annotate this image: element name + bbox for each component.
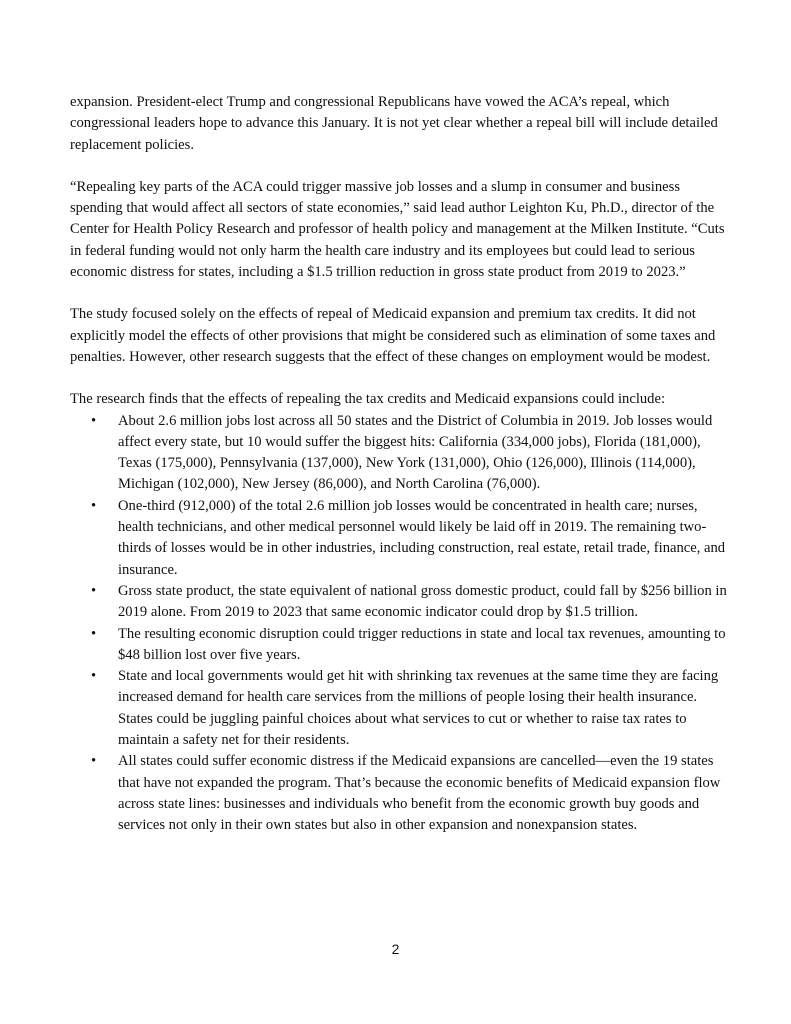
page-number: 2 — [391, 941, 400, 957]
findings-list — [70, 411, 730, 837]
list-item — [91, 751, 730, 836]
paragraph-study-scope: The study focused solely on the effects of repeal of Medicaid expansion and premium tax credits. It did not explicitly model the effects of other provisions that might be considered such as elimination of some taxes and penalties. However, other research suggests that the effect of these changes on employment would be modest. — [70, 306, 716, 365]
paragraph-lead-author-quote: “Repealing key parts of the ACA could trigger massive job losses and a slump in consumer and business spending that would affect all sectors of state economies,” said lead author Leighton Ku, Ph.D., director of the Center for Health Policy Research and professor of health policy and management at the Milken Institute. “Cuts in federal funding would not only harm the health care industry and its employees but could lead to serious economic distress for states, including a $1.5 trillion reduction in gross state product from 2019 to 2023.” — [70, 178, 725, 281]
list-item — [91, 411, 730, 496]
list-item — [91, 624, 730, 667]
bullet-icon: • — [91, 753, 97, 770]
list-item — [91, 496, 730, 581]
list-item — [91, 666, 730, 751]
list-item-text: Gross state product, the state equivalent of national gross domestic product, could fall by $256 billion in 2019 alone. From 2019 to 2023 that same economic indicator could drop by $1.5 trillion. — [118, 582, 727, 621]
list-item-text: State and local governments would get hit with shrinking tax revenues at the same time they are facing increased demand for health care services from the millions of people losing their health insurance. States could be juggling painful choices about what services to cut or whether to raise tax rates to maintain a safety net for their residents. — [118, 668, 719, 749]
bullet-icon: • — [91, 497, 97, 514]
bullet-icon: • — [91, 625, 97, 642]
paragraph-repeal-context: expansion. President-elect Trump and congressional Republicans have vowed the ACA’s repeal, which congressional leaders hope to advance this January. It is not yet clear whether a repeal bill will include detailed replacement policies. — [70, 94, 718, 153]
list-item-text: About 2.6 million jobs lost across all 50 states and the District of Columbia in 2019. Job losses would affect every state, but 10 would suffer the biggest hits: California (334,000 jobs), Florida (181,000), Texas (175,000), Pennsylvania (137,000), New York (131,000), Ohio (126,000), Illinois (114,000), Michigan (102,000), New Jersey (86,000), and North Carolina (76,000). — [118, 412, 713, 493]
list-item-text: One-third (912,000) of the total 2.6 million job losses would be concentrated in health care; nurses, health technicians, and other medical personnel would likely be laid off in 2019. The remaining two-thirds of losses would be in other industries, including construction, real estate, retail trade, finance, and insurance. — [118, 497, 726, 578]
bullet-icon: • — [91, 412, 97, 429]
list-item-text: All states could suffer economic distress if the Medicaid expansions are cancelled—even the 19 states that have not expanded the program. That’s because the economic benefits of Medicaid expansion flow across state lines: businesses and individuals who benefit from the economic growth buy goods and services not only in their own states but also in other expansion and nonexpansion states. — [118, 753, 721, 834]
bullet-icon: • — [91, 668, 97, 685]
bullet-icon: • — [91, 582, 97, 599]
list-item-text: The resulting economic disruption could trigger reductions in state and local tax revenues, amounting to $48 billion lost over five years. — [118, 625, 726, 663]
document-page — [70, 92, 730, 837]
list-item — [91, 581, 730, 624]
findings-intro: The research finds that the effects of repealing the tax credits and Medicaid expansions could include: — [70, 391, 666, 408]
